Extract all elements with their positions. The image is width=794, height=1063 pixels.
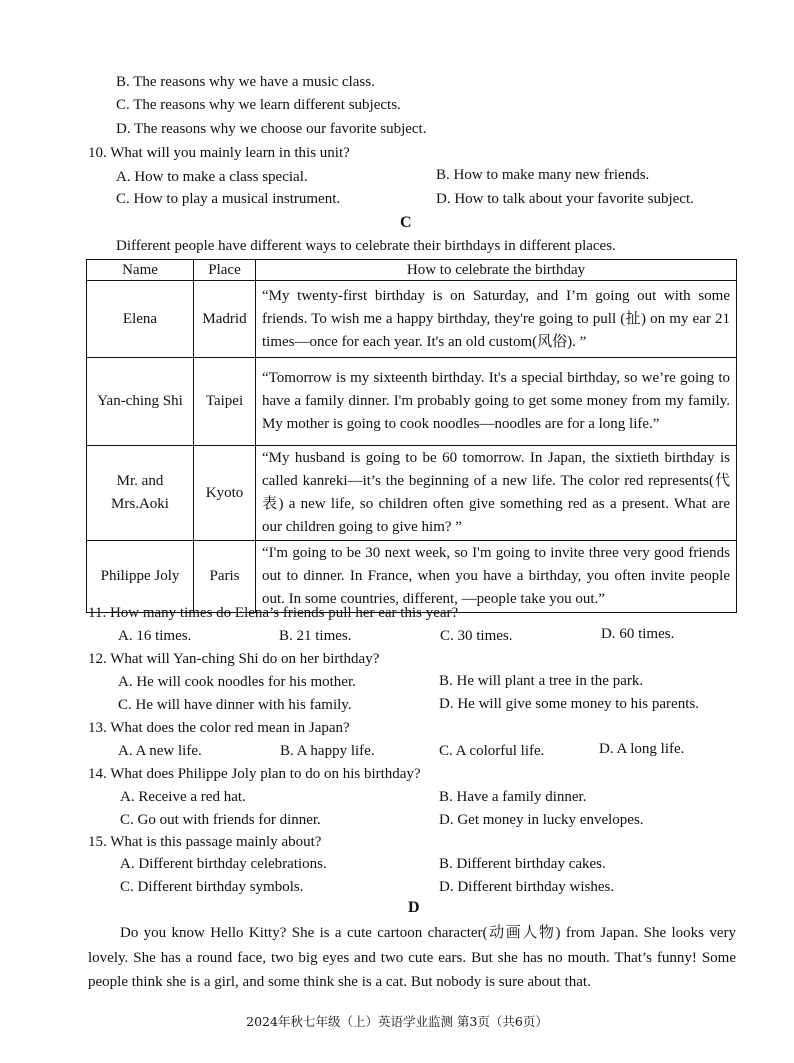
row-name: Elena [87,281,194,358]
birthday-table [86,259,737,613]
q13-option-b: B. A happy life. [280,743,375,759]
q12-question: 12. What will Yan-ching Shi do on her birthday? [88,651,380,667]
q12-option-c: C. He will have dinner with his family. [118,697,352,713]
q11-option-d: D. 60 times. [601,626,675,642]
q11-option-b: B. 21 times. [279,628,352,644]
row-place: Kyoto [194,446,256,541]
q14-option-d: D. Get money in lucky envelopes. [439,812,644,828]
row-place: Madrid [194,281,256,358]
q10-question: 10. What will you mainly learn in this unit? [88,145,350,161]
q10-option-b: B. How to make many new friends. [436,167,650,183]
row-text: “I'm going to be 30 next week, so I'm going to invite three very good friends out to dinner. In France, when you have a birthday, you often invite people out. In some countries, different, —people take you out.” [256,541,737,613]
q9-option-c: C. The reasons why we learn different subjects. [116,97,401,113]
table-header-row [87,260,737,281]
q10-option-d: D. How to talk about your favorite subject. [436,191,694,207]
row-name: Philippe Joly [87,541,194,613]
q15-option-a: A. Different birthday celebrations. [120,856,327,872]
row-name: Mr. and Mrs.Aoki [87,446,194,541]
q12-option-a: A. He will cook noodles for his mother. [118,674,356,690]
q9-option-b: B. The reasons why we have a music class. [116,74,375,90]
section-d-passage [88,921,736,995]
q14-option-c: C. Go out with friends for dinner. [120,812,321,828]
q15-question: 15. What is this passage mainly about? [88,834,322,850]
row-name: Yan-ching Shi [87,358,194,446]
section-d-text: Do you know Hello Kitty? She is a cute cartoon character(动画人物) from Japan. She looks very lovely. She has a round face, two big eyes and two cute ears. But she has no mouth. That’s funny! Some people think she is a girl, and some think she is a cat. But nobody is sure about that. [88,925,736,990]
table-row [87,541,737,613]
row-text: “Tomorrow is my sixteenth birthday. It's a special birthday, so we’re going to have a family dinner. I'm probably going to get some money from my family. My mother is going to cook noodles—noodles are for a long life.” [256,358,737,446]
q9-option-d: D. The reasons why we choose our favorite subject. [116,121,427,137]
q11-question: 11. How many times do Elena’s friends pull her ear this year? [88,605,459,621]
section-d-heading: D [408,899,420,916]
q15-option-c: C. Different birthday symbols. [120,879,304,895]
table-row [87,446,737,541]
row-text: “My twenty-first birthday is on Saturday, and I’m going out with some friends. To wish me a happy birthday, they're going to pull (扯) on my ear 21 times—once for each year. It's an old custom(风俗). ” [256,281,737,358]
section-c-intro: Different people have different ways to celebrate their birthdays in different places. [116,238,616,254]
row-place: Taipei [194,358,256,446]
header-how: How to celebrate the birthday [256,260,737,281]
q13-option-a: A. A new life. [118,743,202,759]
q13-option-c: C. A colorful life. [439,743,545,759]
table-row [87,281,737,358]
q15-option-b: B. Different birthday cakes. [439,856,606,872]
row-place: Paris [194,541,256,613]
q11-option-c: C. 30 times. [440,628,513,644]
q12-option-b: B. He will plant a tree in the park. [439,673,644,689]
q15-option-d: D. Different birthday wishes. [439,879,615,895]
q10-option-c: C. How to play a musical instrument. [116,191,341,207]
q12-option-d: D. He will give some money to his parents. [439,696,699,712]
section-c-heading: C [400,214,412,231]
header-name: Name [87,260,194,281]
header-place: Place [194,260,256,281]
q11-option-a: A. 16 times. [118,628,192,644]
q14-option-a: A. Receive a red hat. [120,789,246,805]
q13-option-d: D. A long life. [599,741,685,757]
q14-question: 14. What does Philippe Joly plan to do on his birthday? [88,766,421,782]
page-footer: 2024年秋七年级（上）英语学业监测 第3页（共6页） [246,1014,548,1029]
row-text: “My husband is going to be 60 tomorrow. In Japan, the sixtieth birthday is called kanreki—it’s the beginning of a new life. The color red represents(代表) a new life, so children often give something red as a present. What are our children going to give him? ” [256,446,737,541]
q13-question: 13. What does the color red mean in Japan? [88,720,350,736]
q10-option-a: A. How to make a class special. [116,169,308,185]
q14-option-b: B. Have a family dinner. [439,789,587,805]
table-row [87,358,737,446]
